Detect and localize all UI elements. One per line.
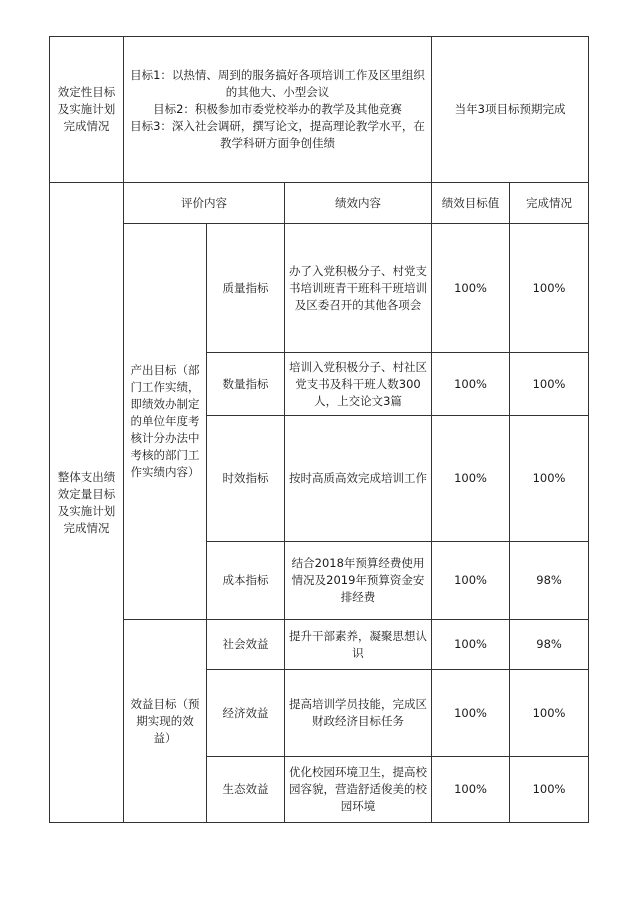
header-completion: 完成情况	[510, 183, 589, 224]
indicator-name: 时效指标	[207, 416, 285, 542]
goal-3: 目标3：深入社会调研，撰写论文，提高理论教学水平，在教学科研方面争创佳绩	[130, 119, 425, 150]
completion-value: 100%	[510, 416, 589, 542]
completion-value: 98%	[510, 542, 589, 620]
perf-content: 优化校园环境卫生，提高校园容貌，营造舒适俊美的校园环境	[285, 757, 432, 823]
goals-status: 当年3项目标预期完成	[432, 37, 589, 183]
perf-content: 按时高质高效完成培训工作	[285, 416, 432, 542]
perf-content: 提高培训学员技能，完成区财政经济目标任务	[285, 670, 432, 757]
table-row	[50, 224, 589, 353]
completion-value: 100%	[510, 757, 589, 823]
completion-value: 100%	[510, 670, 589, 757]
output-target-label: 产出目标（部门工作实绩，即绩效办制定的单位年度考核计分办法中考核的部门工作实绩内容）	[124, 224, 207, 620]
perf-content: 培训入党积极分子、村社区党支书及科干班人数300人，上交论文3篇	[285, 353, 432, 416]
header-target: 绩效目标值	[432, 183, 510, 224]
goal-1: 目标1：以热情、周到的服务搞好各项培训工作及区里组织的其他大、小型会议	[130, 68, 425, 99]
target-value: 100%	[432, 620, 510, 670]
benefit-target-label: 效益目标（预期实现的效益）	[124, 620, 207, 823]
performance-table	[49, 36, 589, 823]
perf-content: 结合2018年预算经费使用情况及2019年预算资金安排经费	[285, 542, 432, 620]
indicator-name: 质量指标	[207, 224, 285, 353]
target-value: 100%	[432, 416, 510, 542]
table-row	[50, 620, 589, 670]
qualitative-row	[50, 37, 589, 183]
target-value: 100%	[432, 542, 510, 620]
header-row	[50, 183, 589, 224]
indicator-name: 成本指标	[207, 542, 285, 620]
header-perf-content: 绩效内容	[285, 183, 432, 224]
completion-value: 100%	[510, 224, 589, 353]
qualitative-label: 效定性目标及实施计划完成情况	[50, 37, 124, 183]
target-value: 100%	[432, 757, 510, 823]
indicator-name: 社会效益	[207, 620, 285, 670]
indicator-name: 生态效益	[207, 757, 285, 823]
completion-value: 100%	[510, 353, 589, 416]
quantitative-label: 整体支出绩效定量目标及实施计划完成情况	[50, 183, 124, 823]
goal-2: 目标2：积极参加市委党校举办的教学及其他竞赛	[153, 102, 402, 116]
perf-content: 提升干部素养，凝聚思想认识	[285, 620, 432, 670]
goals-cell	[124, 37, 432, 183]
perf-content: 办了入党积极分子、村党支书培训班青干班科干班培训 及区委召开的其他各项会	[285, 224, 432, 353]
header-eval-content: 评价内容	[124, 183, 285, 224]
indicator-name: 数量指标	[207, 353, 285, 416]
indicator-name: 经济效益	[207, 670, 285, 757]
target-value: 100%	[432, 670, 510, 757]
completion-value: 98%	[510, 620, 589, 670]
target-value: 100%	[432, 353, 510, 416]
target-value: 100%	[432, 224, 510, 353]
